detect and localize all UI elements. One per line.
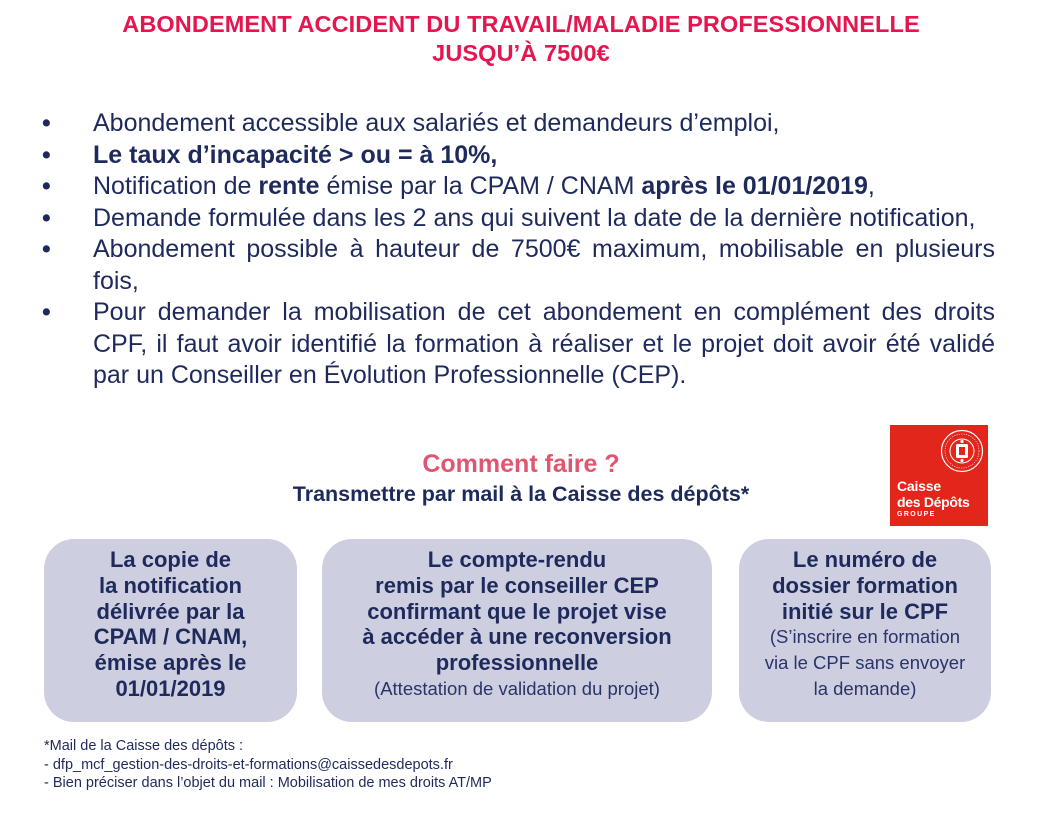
card-line: professionnelle (435, 650, 599, 676)
page-title-line2: JUSQU’À 7500€ (432, 40, 610, 66)
bullet-icon: • (42, 235, 51, 263)
card-note: (S’inscrire en formation (769, 626, 961, 648)
list-item (40, 203, 995, 235)
logo-text-line3: GROUPE (897, 511, 936, 518)
bullet-icon: • (42, 140, 51, 169)
bullet-icon: • (42, 172, 51, 200)
logo-text-line2: des Dépôts (897, 494, 970, 510)
card-line: la notification (99, 572, 242, 598)
logo-text-line1: Caisse (897, 478, 941, 494)
section-title: Comment faire ? (422, 450, 620, 478)
card-line: initié sur le CPF (781, 598, 949, 624)
bullet-icon: • (42, 203, 51, 232)
page-title (0, 10, 1042, 68)
card-line: Le numéro de (792, 547, 938, 572)
footnote-email: - dfp_mcf_gestion-des-droits-et-formations@caissedesdepots.fr (44, 756, 453, 773)
document-card-dossier-cpf (739, 539, 991, 722)
bullet-emphasis: après le 01/01/2019 (641, 172, 868, 200)
footnote-heading: *Mail de la Caisse des dépôts : (44, 738, 244, 754)
caisse-des-depots-logo (890, 425, 988, 526)
footnote (44, 737, 492, 793)
bullet-text: Abondement possible à hauteur de 7500€ maximum, mobilisable en plusieurs fois, (93, 235, 995, 295)
list-item (40, 234, 995, 297)
card-line: émise après le (94, 650, 247, 676)
bullet-text: Abondement accessible aux salariés et demandeurs d’emploi, (93, 109, 780, 137)
bullet-text: Demande formulée dans les 2 ans qui suivent la date de la dernière notification, (93, 203, 976, 232)
card-line: délivrée par la (96, 598, 245, 624)
document-card-compte-rendu (322, 539, 712, 722)
footnote-instruction: - Bien préciser dans l’objet du mail : Mobilisation de mes droits AT/MP (44, 775, 492, 791)
card-line: dossier formation (772, 572, 958, 598)
card-note: (Attestation de validation du projet) (374, 677, 660, 699)
section-subtitle: Transmettre par mail à la Caisse des dépôts* (292, 482, 750, 506)
card-line: Le compte-rendu (427, 547, 607, 572)
list-item (40, 108, 995, 140)
card-line: 01/01/2019 (115, 675, 226, 701)
card-note: la demande) (813, 677, 917, 699)
card-line: confirmant que le projet vise (367, 598, 667, 624)
list-item (40, 140, 995, 172)
seal-icon (940, 429, 984, 473)
card-line: La copie de (109, 547, 232, 572)
bullet-text: Notification de (93, 172, 259, 200)
page-title-line1: ABONDEMENT ACCIDENT DU TRAVAIL/MALADIE PROFESSIONNELLE (122, 11, 920, 37)
card-note: via le CPF sans envoyer (764, 652, 966, 674)
bullet-text: Pour demander la mobilisation de cet abondement en complément des droits CPF, il faut avoir identifié la formation à réaliser et le projet doit avoir été validé par un Conseiller en Évolution Professionnelle (CEP). (93, 298, 995, 389)
bullet-icon: • (42, 109, 51, 137)
bullet-icon: • (42, 298, 51, 326)
bullet-text: Le taux d’incapacité > ou = à 10%, (93, 140, 498, 169)
card-line: à accéder à une reconversion (362, 624, 672, 650)
document-card-notification (44, 539, 297, 722)
bullet-text: émise par la CPAM / CNAM (319, 172, 642, 200)
bullet-emphasis: rente (258, 172, 320, 200)
list-item (40, 171, 995, 203)
card-line: CPAM / CNAM, (93, 624, 248, 650)
conditions-list (40, 108, 995, 392)
card-line: remis par le conseiller CEP (375, 572, 659, 598)
list-item (40, 297, 995, 392)
bullet-text: , (867, 172, 875, 200)
